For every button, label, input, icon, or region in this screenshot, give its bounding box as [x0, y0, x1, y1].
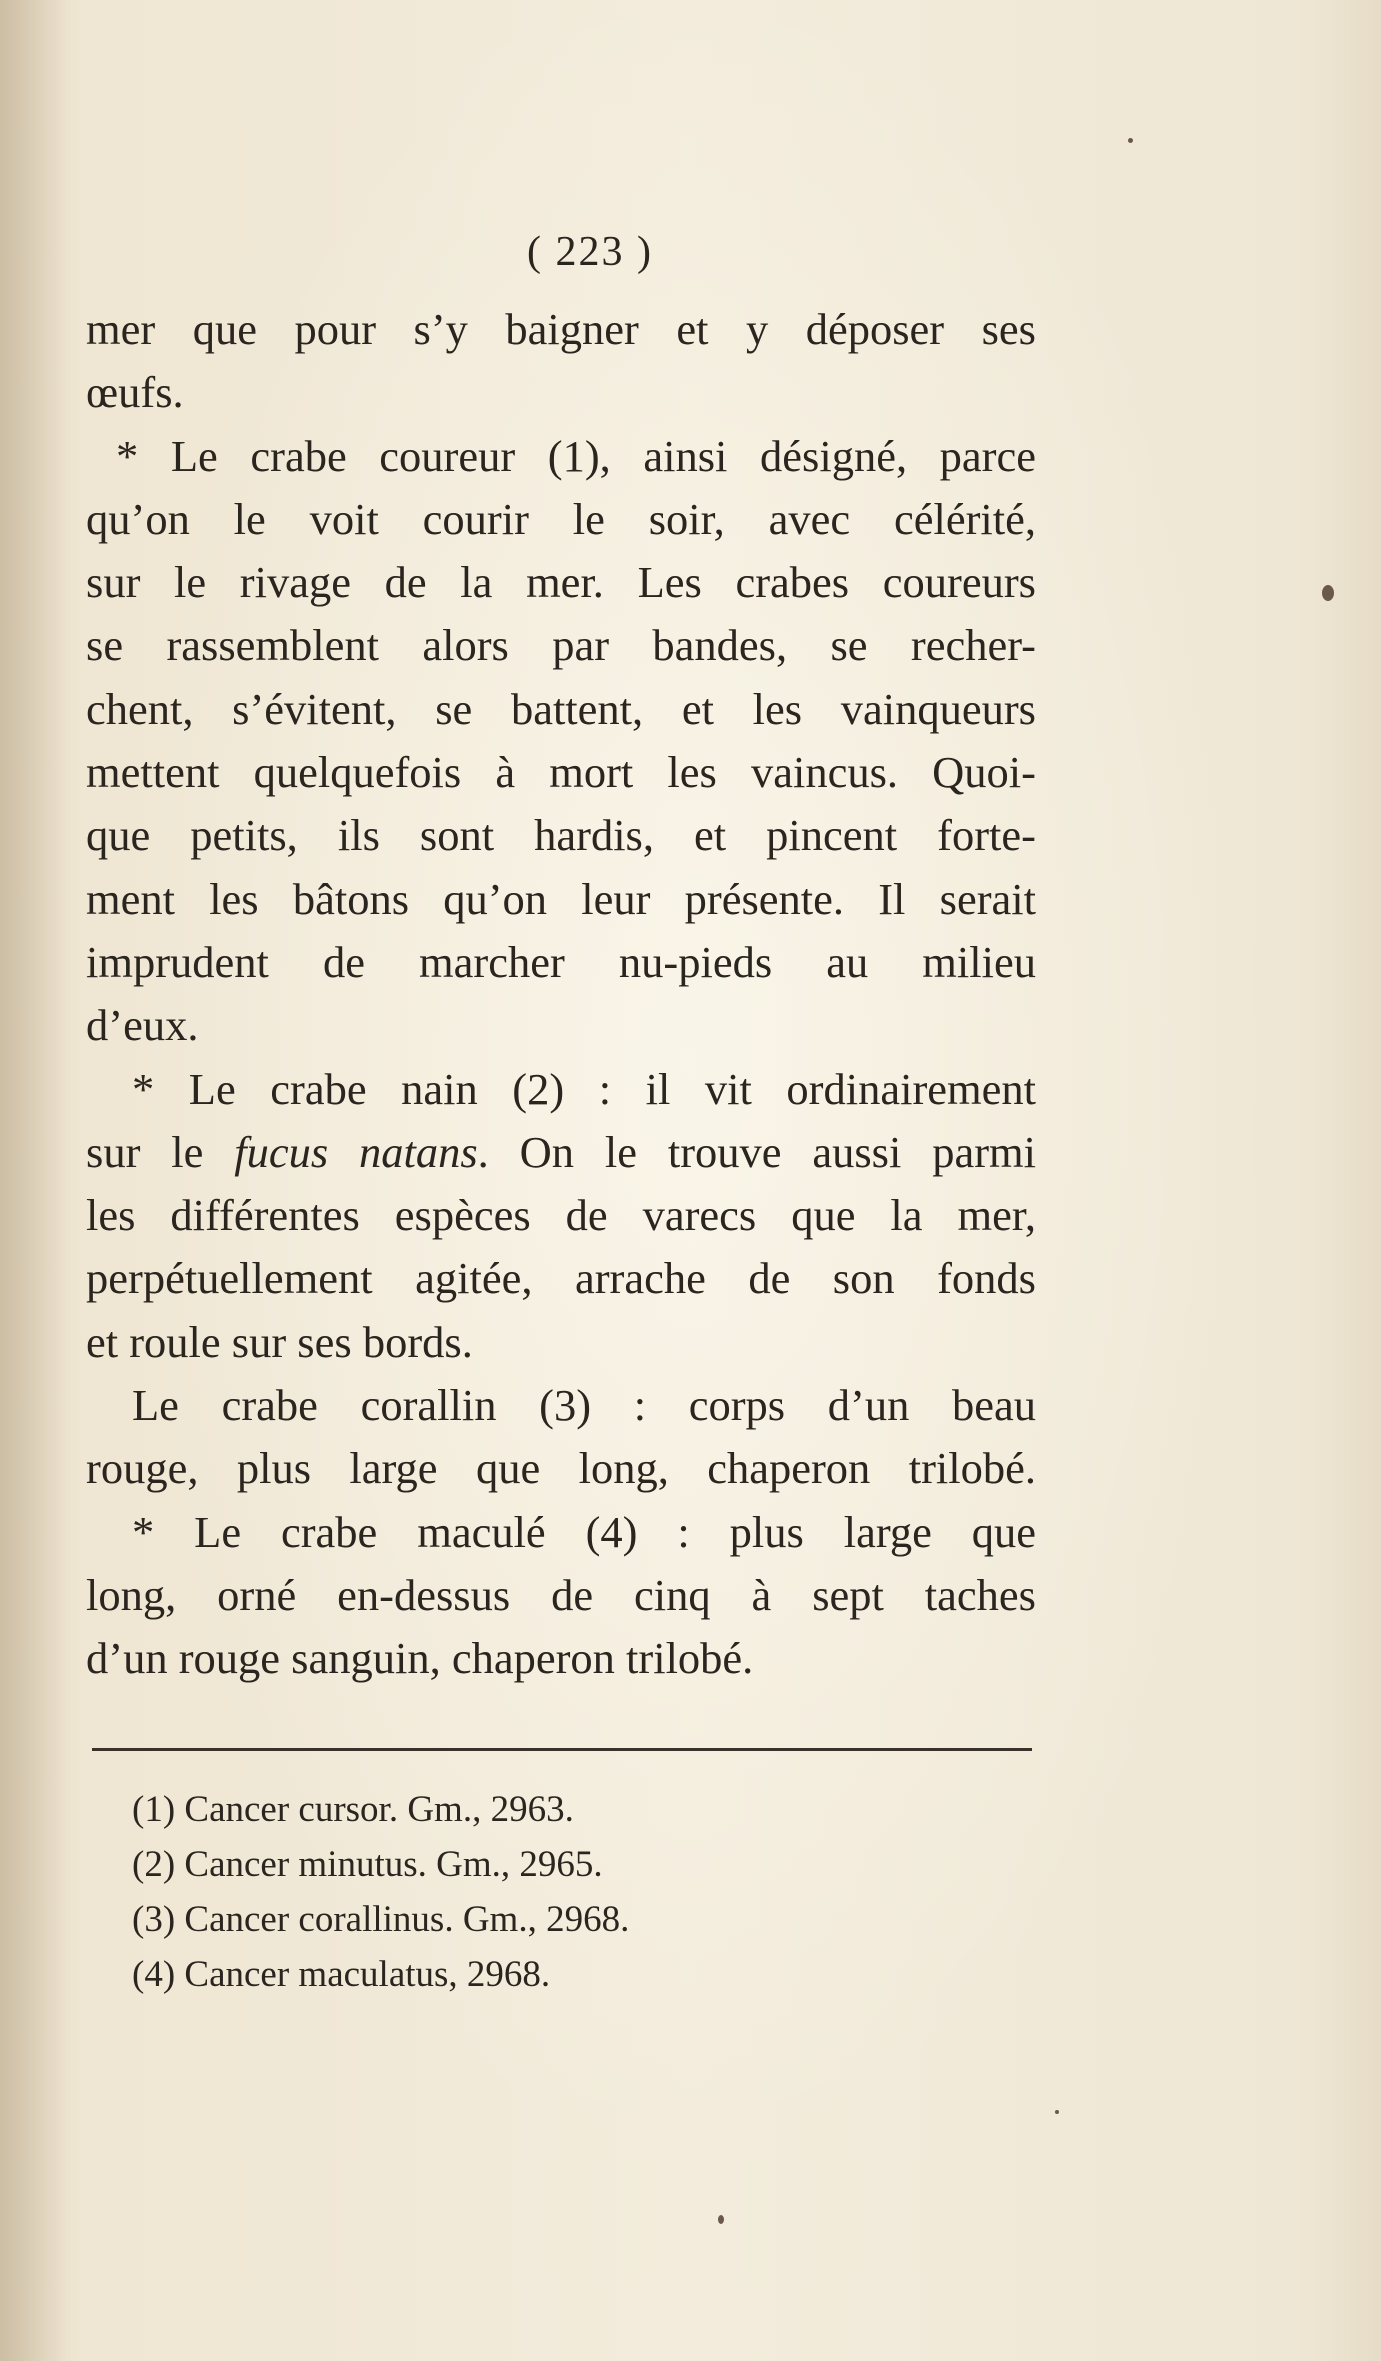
text-line: mettent quelquefois à mort les vaincus. Quoi-: [86, 747, 1036, 798]
ink-speck: [1322, 585, 1334, 601]
text-line: et roule sur ses bords.: [86, 1316, 473, 1367]
text-line: long, orné en-dessus de cinq à sept taches: [86, 1569, 1036, 1620]
text-line: les différentes espèces de varecs que la mer,: [86, 1190, 1036, 1241]
footnote: (3) Cancer corallinus. Gm., 2968.: [132, 1899, 630, 1940]
page-number: ( 223 ): [527, 229, 653, 275]
ink-speck: [1055, 2110, 1059, 2114]
text-line: se rassemblent alors par bandes, se recher-: [86, 620, 1036, 671]
text-line: que petits, ils sont hardis, et pincent forte-: [86, 810, 1036, 861]
italic-term: fucus natans: [234, 1126, 478, 1177]
text-line: Le crabe corallin (3) : corps d’un beau: [132, 1380, 1036, 1431]
text-line: [86, 1121, 1036, 1184]
text-line: d’eux.: [86, 1000, 199, 1051]
gutter-shadow: [0, 0, 70, 2361]
text-line: ment les bâtons qu’on leur présente. Il serait: [86, 873, 1036, 924]
text-line: * Le crabe coureur (1), ainsi désigné, parce: [116, 430, 1036, 481]
text-line: qu’on le voit courir le soir, avec célérité,: [86, 493, 1036, 544]
text-fragment: . On le trouve aussi parmi: [477, 1126, 1036, 1177]
text-line: œufs.: [86, 367, 184, 418]
text-line: * Le crabe maculé (4) : plus large que: [132, 1506, 1036, 1557]
text-line: * Le crabe nain (2) : il vit ordinairement: [132, 1063, 1036, 1114]
footnote: (4) Cancer maculatus, 2968.: [132, 1954, 551, 1995]
ink-speck: [1128, 138, 1133, 143]
main-text: [86, 298, 1036, 1691]
footnote: (1) Cancer cursor. Gm., 2963.: [132, 1789, 574, 1830]
text-line: rouge, plus large que long, chaperon trilobé.: [86, 1443, 1036, 1494]
footnotes: [132, 1782, 932, 2002]
text-fragment: sur le: [86, 1126, 235, 1177]
footnote: (2) Cancer minutus. Gm., 2965.: [132, 1844, 603, 1885]
text-line: imprudent de marcher nu-pieds au milieu: [86, 936, 1036, 987]
text-line: chent, s’évitent, se battent, et les vainqueurs: [86, 683, 1036, 734]
text-line: sur le rivage de la mer. Les crabes coureurs: [86, 557, 1036, 608]
text-line: perpétuellement agitée, arrache de son fonds: [86, 1253, 1036, 1304]
text-line: d’un rouge sanguin, chaperon trilobé.: [86, 1633, 754, 1684]
text-line: mer que pour s’y baigner et y déposer ses: [86, 304, 1036, 354]
ink-speck: [718, 2215, 724, 2224]
footnote-rule: [92, 1748, 1032, 1751]
